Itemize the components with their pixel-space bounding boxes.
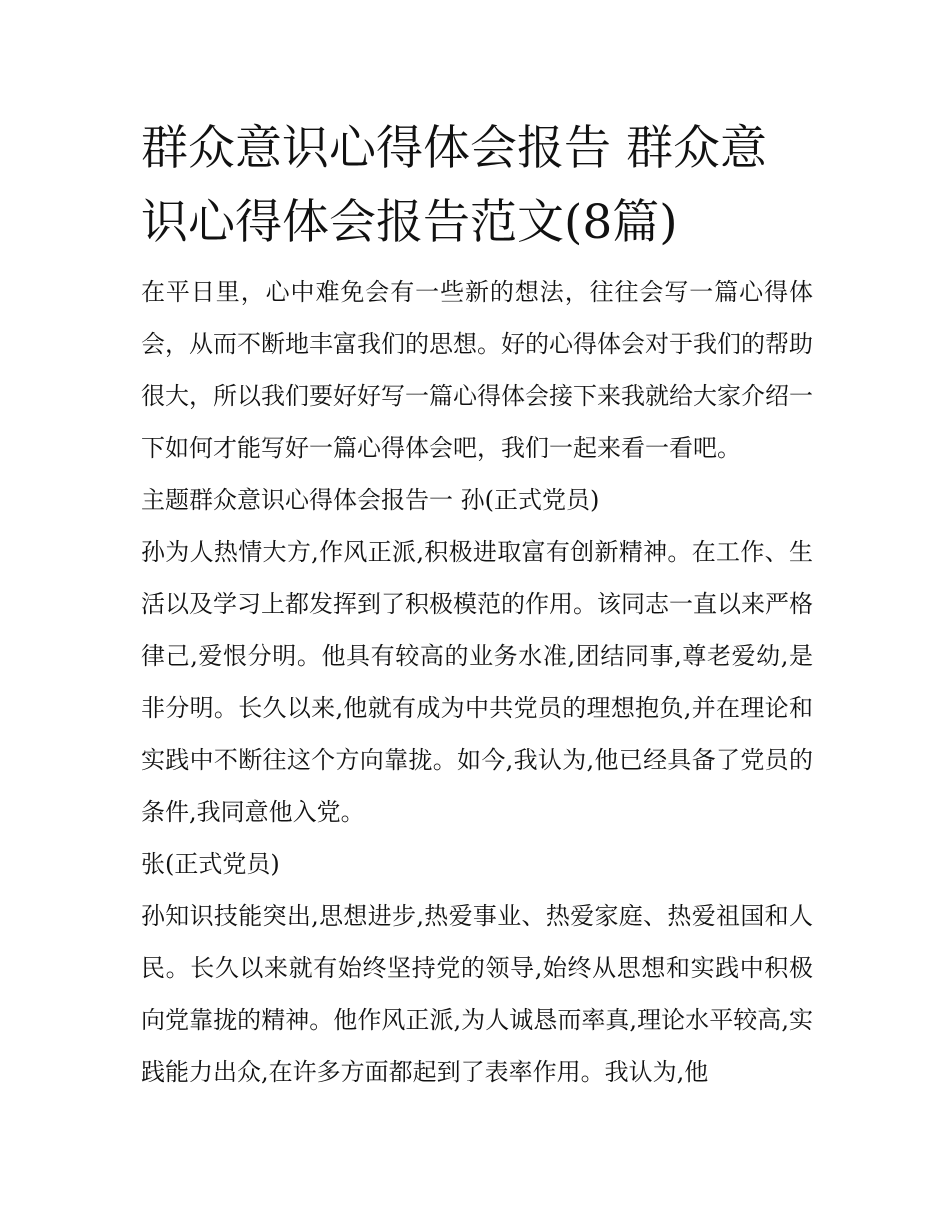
reviewer-line: 张(正式党员) (141, 850, 280, 878)
body-paragraph: 孙为人热情大方,作风正派,积极进取富有创新精神。在工作、生活以及学习上都发挥到了积极模范的作用。该同志一直以来严格律己,爱恨分明。他具有较高的业务水准,团结同事,尊老爱幼,是非分明。长久以来,他就有成为中共党员的理想抱负,并在理论和实践中不断往这个方向靠拢。如今,我认为,他已经具备了党员的条件,我同意他入党。 (141, 538, 813, 826)
document-page (141, 112, 813, 1098)
document-title: 群众意识心得体会报告 群众意识心得体会报告范文(8篇) (141, 121, 767, 250)
document-body (141, 266, 813, 1098)
intro-paragraph: 在平日里，心中难免会有一些新的想法，往往会写一篇心得体会，从而不断地丰富我们的思想。好的心得体会对于我们的帮助很大，所以我们要好好写一篇心得体会接下来我就给大家介绍一下如何才能写好一篇心得体会吧，我们一起来看一看吧。 (141, 278, 813, 462)
section-heading: 主题群众意识心得体会报告一 孙(正式党员) (141, 486, 600, 514)
body-paragraph: 孙知识技能突出,思想进步,热爱事业、热爱家庭、热爱祖国和人民。长久以来就有始终坚持党的领导,始终从思想和实践中积极向党靠拢的精神。他作风正派,为人诚恳而率真,理论水平较高,实践能力出众,在许多方面都起到了表率作用。我认为,他 (141, 902, 813, 1086)
